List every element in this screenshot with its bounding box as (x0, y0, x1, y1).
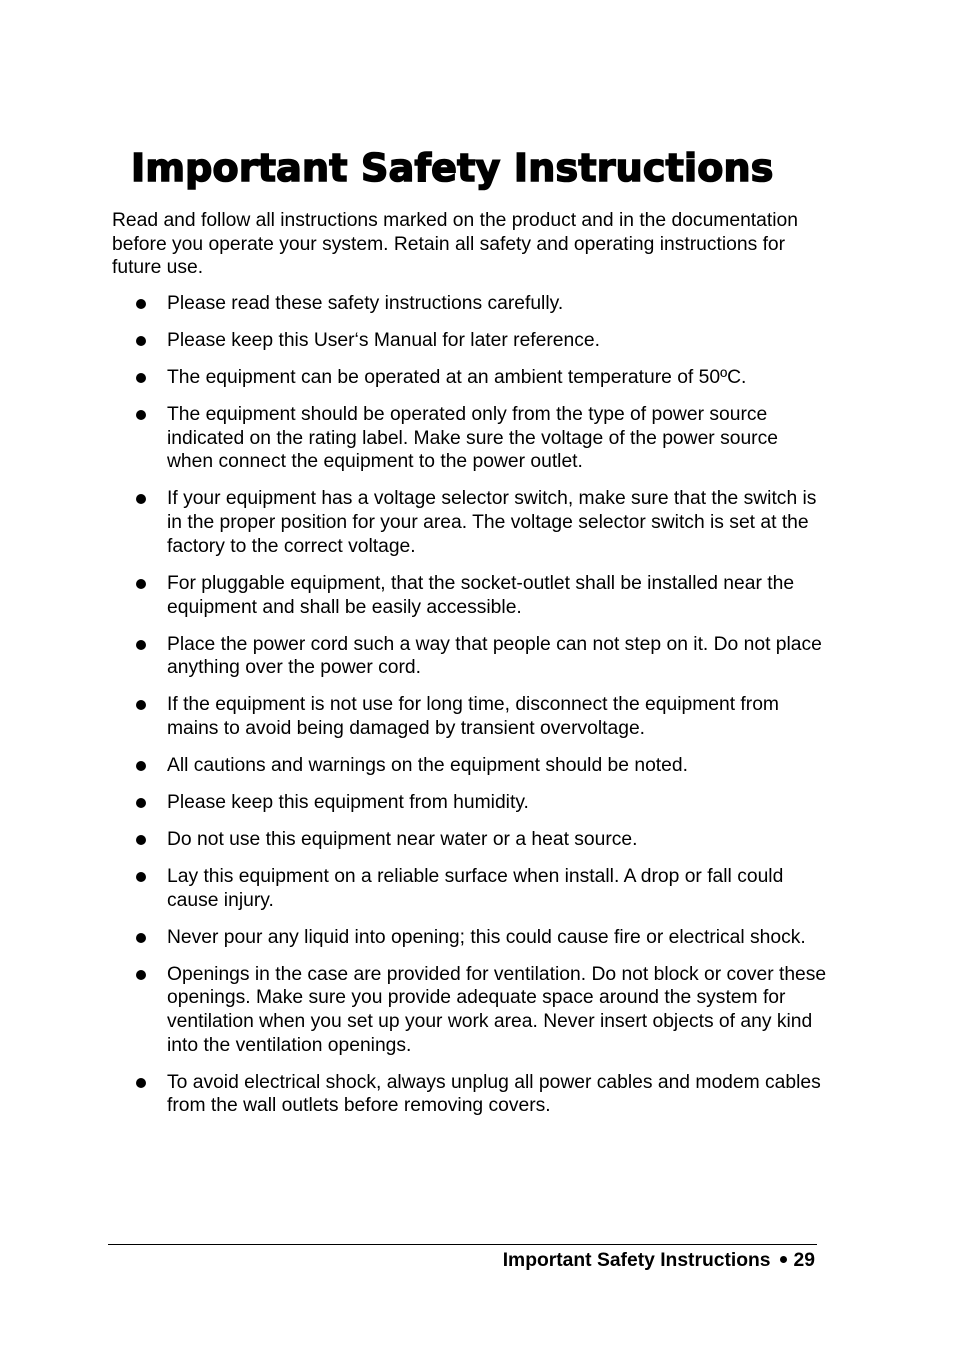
list-item-text: Do not use this equipment near water or a heat source. (167, 828, 638, 850)
list-item-text: Please read these safety instructions carefully. (167, 293, 564, 314)
list-item-text: Lay this equipment on a reliable surface when install. A drop or fall could cause injury. (167, 865, 784, 911)
list-item-text: All cautions and warnings on the equipment should be noted. (167, 754, 688, 776)
list-item-text: Openings in the case are provided for ventilation. Do not block or cover these openings. Make sure you provide adequate space around the system for ventilation when you set up your work area. Never insert objects of any kind into the ventilation openings. (167, 963, 827, 1056)
bullet-icon (136, 761, 146, 771)
list-item-text: Place the power cord such a way that people can not step on it. Do not place anything over the power cord. (167, 633, 822, 679)
intro-paragraph: Read and follow all instructions marked on the product and in the documentation before you operate your system. Retain all safety and operating instructions for future use. (112, 210, 798, 279)
footer-divider (108, 1244, 817, 1245)
list-item (167, 1071, 827, 1118)
list-item-text: Never pour any liquid into opening; this could cause fire or electrical shock. (167, 926, 806, 948)
bullet-icon (136, 494, 146, 504)
list-item (167, 754, 827, 778)
list-item-text: If the equipment is not use for long time, disconnect the equipment from mains to avoid being damaged by transient overvoltage. (167, 694, 779, 739)
list-item (167, 633, 827, 680)
list-item (167, 865, 827, 912)
bullet-icon (136, 933, 146, 943)
bullet-icon (136, 640, 146, 650)
bullet-icon (136, 410, 146, 420)
list-item-text: Please keep this User‘s Manual for later reference. (167, 330, 600, 351)
list-item (167, 572, 827, 619)
bullet-icon (136, 872, 146, 882)
list-item (167, 963, 827, 1058)
list-item-text: If your equipment has a voltage selector switch, make sure that the switch is in the proper position for your area. The voltage selector switch is set at the factory to the correct voltage. (167, 488, 817, 557)
bullet-icon (136, 299, 146, 309)
bullet-icon (136, 835, 146, 845)
list-item-text: The equipment can be operated at an ambient temperature of 50ºC. (167, 367, 747, 388)
footer-section-title: Important Safety Instructions (502, 1250, 771, 1271)
safety-instruction-list (167, 292, 827, 1131)
bullet-icon (136, 1078, 146, 1088)
list-item-text: The equipment should be operated only from the type of power source indicated on the rating label. Make sure the voltage of the power source when connect the equipment to the power outlet. (167, 404, 778, 473)
list-item (167, 926, 827, 950)
bullet-icon (136, 798, 146, 808)
bullet-icon (136, 373, 146, 383)
page-title: Important Safety Instructions (131, 146, 774, 190)
list-item (167, 403, 827, 474)
list-item (167, 292, 827, 316)
bullet-icon (136, 970, 146, 980)
bullet-icon (136, 579, 146, 589)
bullet-icon (136, 700, 146, 710)
page-footer (503, 1248, 815, 1274)
list-item-text: Please keep this equipment from humidity. (167, 791, 529, 813)
list-item (167, 828, 827, 852)
page-number: 29 (793, 1250, 815, 1271)
list-item (167, 791, 827, 815)
list-item-text: For pluggable equipment, that the socket-outlet shall be installed near the equipment and shall be easily accessible. (167, 572, 795, 618)
list-item (167, 693, 827, 740)
list-item (167, 329, 827, 353)
bullet-icon (136, 336, 146, 346)
bullet-separator-icon (780, 1256, 787, 1263)
list-item (167, 366, 827, 390)
list-item (167, 487, 827, 558)
list-item-text: To avoid electrical shock, always unplug all power cables and modem cables from the wall outlets before removing covers. (167, 1071, 821, 1117)
